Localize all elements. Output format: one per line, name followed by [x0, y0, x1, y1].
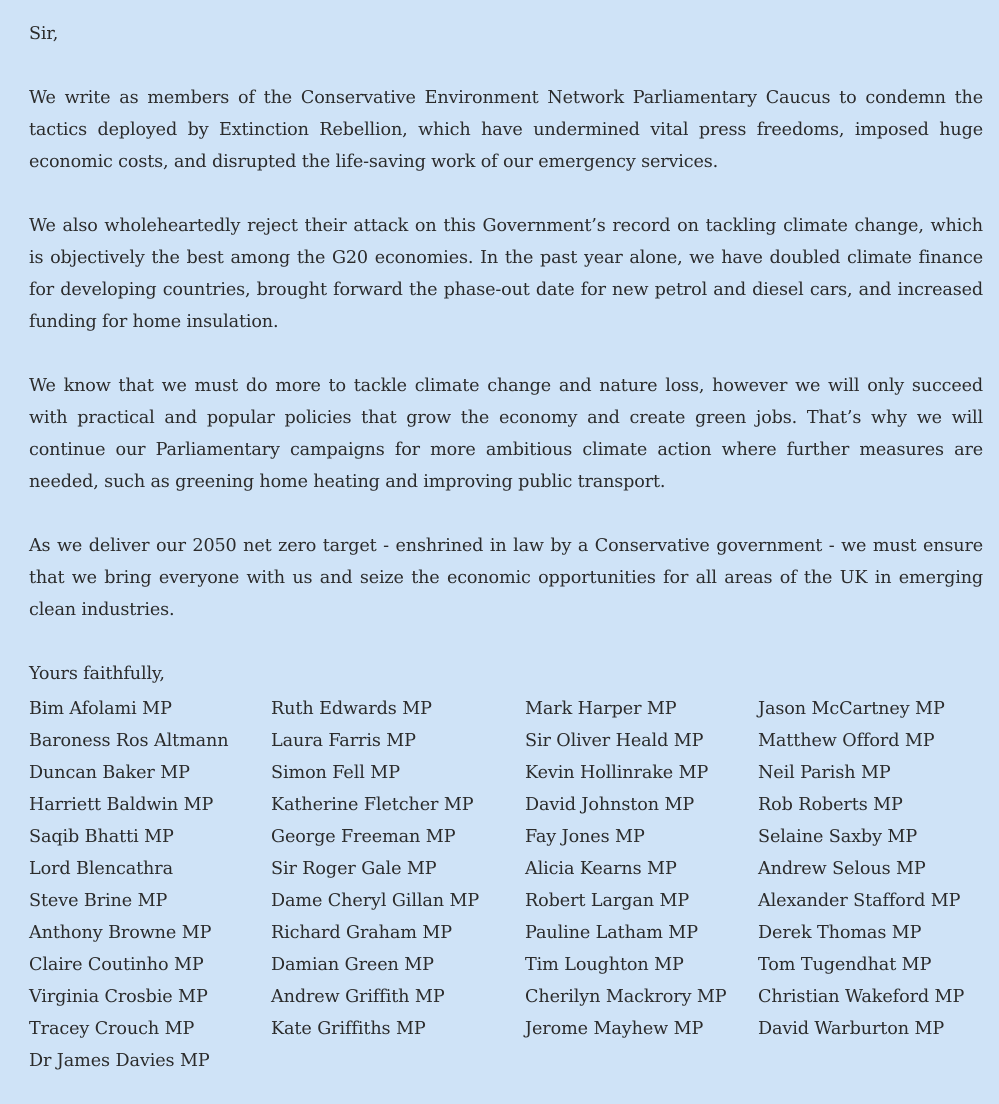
paragraph-4: As we deliver our 2050 net zero target - enshrined in law by a Conservative government - we must ensure that we bring everyone with us and seize the economic opportunities for all areas of the UK in emerging clean industries. — [29, 536, 983, 620]
signatory-name: Kevin Hollinrake MP — [525, 763, 709, 783]
signatory-name: Sir Roger Gale MP — [271, 859, 437, 879]
signatory-name: Simon Fell MP — [271, 763, 400, 783]
signatory-name: Bim Afolami MP — [29, 699, 172, 719]
signatory-name: Steve Brine MP — [29, 891, 168, 911]
signatory-name: Claire Coutinho MP — [29, 955, 204, 975]
signatory-name: Andrew Selous MP — [758, 859, 926, 879]
signatory-name: Kate Griffiths MP — [271, 1019, 426, 1039]
closing: Yours faithfully, — [29, 664, 165, 684]
signatory-name: Andrew Griffith MP — [271, 987, 445, 1007]
signatory-name: Mark Harper MP — [525, 699, 677, 719]
signatory-name: Lord Blencathra — [29, 859, 173, 879]
signatory-name: Alexander Stafford MP — [758, 891, 961, 911]
signatory-name: Ruth Edwards MP — [271, 699, 432, 719]
signatory-name — [525, 1045, 758, 1077]
signatory-name — [758, 1045, 988, 1077]
signatory-name: David Warburton MP — [758, 1019, 945, 1039]
signatory-name: Derek Thomas MP — [758, 923, 922, 943]
signatory-name: Rob Roberts MP — [758, 795, 903, 815]
signatory-name: Tim Loughton MP — [525, 955, 684, 975]
signatory-name: Cherilyn Mackrory MP — [525, 987, 727, 1007]
signatory-name: Matthew Offord MP — [758, 731, 935, 751]
signatory-name: Damian Green MP — [271, 955, 434, 975]
signatory-name: Sir Oliver Heald MP — [525, 731, 704, 751]
signatory-name: Harriett Baldwin MP — [29, 795, 214, 815]
signatory-name: Robert Largan MP — [525, 891, 690, 911]
paragraph-2: We also wholeheartedly reject their attack on this Government’s record on tackling climate change, which is objectively the best among the G20 economies. In the past year alone, we have doubled climate finance for developing countries, brought forward the phase-out date for new petrol and diesel cars, and increased funding for home insulation. — [29, 216, 983, 332]
signatory-name: Neil Parish MP — [758, 763, 891, 783]
signatory-name: Fay Jones MP — [525, 827, 645, 847]
salutation: Sir, — [29, 24, 59, 44]
signatory-name: Baroness Ros Altmann — [29, 731, 229, 751]
signatory-name: Katherine Fletcher MP — [271, 795, 474, 815]
signatory-list — [29, 693, 983, 1077]
signatory-name: Saqib Bhatti MP — [29, 827, 174, 847]
signatory-name: Jerome Mayhew MP — [525, 1019, 704, 1039]
signatory-name: Jason McCartney MP — [758, 699, 945, 719]
signatory-name: Dame Cheryl Gillan MP — [271, 891, 480, 911]
signatory-name: Selaine Saxby MP — [758, 827, 918, 847]
signatory-name: Tracey Crouch MP — [29, 1019, 195, 1039]
signatory-name: Tom Tugendhat MP — [758, 955, 932, 975]
paragraph-1: We write as members of the Conservative Environment Network Parliamentary Caucus to condemn the tactics deployed by Extinction Rebellion, which have undermined vital press freedoms, imposed huge economic costs, and disrupted the life-saving work of our emergency services. — [29, 88, 983, 172]
signatory-name: Pauline Latham MP — [525, 923, 698, 943]
signatory-name: Anthony Browne MP — [29, 923, 212, 943]
signatory-name: George Freeman MP — [271, 827, 456, 847]
signatory-name: David Johnston MP — [525, 795, 695, 815]
signatory-name: Duncan Baker MP — [29, 763, 190, 783]
paragraph-3: We know that we must do more to tackle climate change and nature loss, however we will only succeed with practical and popular policies that grow the economy and create green jobs. That’s why we will continue our Parliamentary campaigns for more ambitious climate action where further measures are needed, such as greening home heating and improving public transport. — [29, 376, 983, 492]
signatory-name: Christian Wakeford MP — [758, 987, 965, 1007]
signatory-name: Alicia Kearns MP — [525, 859, 677, 879]
signatory-name: Dr James Davies MP — [29, 1051, 210, 1071]
signatory-name: Richard Graham MP — [271, 923, 453, 943]
signatory-name — [271, 1045, 525, 1077]
signatory-name: Virginia Crosbie MP — [29, 987, 208, 1007]
signatory-name: Laura Farris MP — [271, 731, 416, 751]
